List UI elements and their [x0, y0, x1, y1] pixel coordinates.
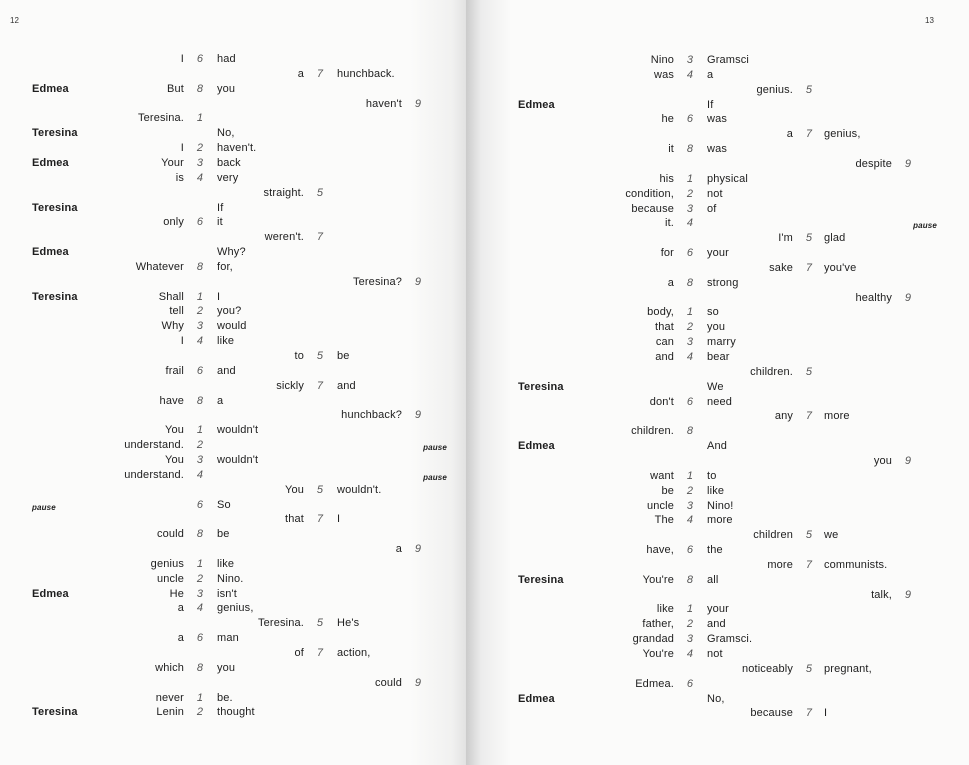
- script-word: not: [707, 648, 723, 660]
- script-word: like: [707, 485, 725, 497]
- script-word: his: [659, 173, 674, 185]
- line-number: 3: [196, 454, 204, 466]
- script-word: never: [155, 692, 184, 704]
- line-number: 2: [196, 573, 204, 585]
- script-word: you: [217, 83, 236, 95]
- line-number: 9: [904, 589, 912, 601]
- script-word: So: [217, 499, 231, 511]
- script-word: the: [707, 544, 723, 556]
- script-word: need: [707, 396, 733, 408]
- line-number: 4: [196, 602, 204, 614]
- line-number: 8: [196, 83, 204, 95]
- script-word: wouldn't.: [337, 484, 382, 496]
- line-number: 3: [196, 588, 204, 600]
- line-number: 6: [686, 113, 694, 125]
- speaker-name: Teresina: [32, 202, 78, 214]
- line-number: 8: [196, 261, 204, 273]
- script-word: physical: [707, 173, 748, 185]
- speaker-name: Teresina: [32, 291, 78, 303]
- script-word: all: [707, 574, 719, 586]
- script-word: to: [707, 470, 717, 482]
- speaker-name: Edmea: [32, 588, 69, 600]
- script-word: be: [217, 528, 230, 540]
- line-number: 6: [686, 544, 694, 556]
- page-number: 12: [10, 16, 19, 25]
- script-word: tell: [169, 305, 184, 317]
- script-word: communists.: [824, 559, 888, 571]
- line-number: 6: [686, 247, 694, 259]
- script-word: was: [653, 69, 674, 81]
- script-word: can: [655, 336, 674, 348]
- script-word: you: [873, 455, 892, 467]
- script-word: that: [655, 321, 674, 333]
- line-number: 8: [686, 277, 694, 289]
- line-number: 7: [316, 647, 324, 659]
- script-word: If: [707, 99, 714, 111]
- script-word: wouldn't: [217, 424, 259, 436]
- script-word: children.: [631, 425, 674, 437]
- script-word: genius,: [217, 602, 254, 614]
- script-word: healthy: [855, 292, 892, 304]
- line-number: 8: [686, 425, 694, 437]
- script-word: that: [285, 513, 304, 525]
- line-number: 7: [805, 707, 813, 719]
- script-word: you?: [217, 305, 242, 317]
- script-word: He: [169, 588, 184, 600]
- line-number: 7: [805, 559, 813, 571]
- script-word: I: [180, 142, 184, 154]
- script-word: thought: [217, 706, 255, 718]
- script-word: glad: [824, 232, 846, 244]
- line-number: 7: [805, 410, 813, 422]
- script-word: straight.: [263, 187, 304, 199]
- line-number: 4: [196, 172, 204, 184]
- script-word: despite: [855, 158, 892, 170]
- script-word: had: [217, 53, 236, 65]
- script-word: I: [217, 291, 221, 303]
- script-word: Teresina?: [352, 276, 402, 288]
- script-word: You: [164, 454, 184, 466]
- script-word: genius: [150, 558, 184, 570]
- script-word: a: [217, 395, 224, 407]
- script-word: not: [707, 188, 723, 200]
- script-word: Shall: [158, 291, 184, 303]
- line-number: 7: [316, 380, 324, 392]
- script-word: we: [824, 529, 839, 541]
- script-word: like: [656, 603, 674, 615]
- script-word: And: [707, 440, 728, 452]
- script-word: talk,: [871, 589, 892, 601]
- line-number: 9: [414, 98, 422, 110]
- line-number: 1: [196, 558, 204, 570]
- script-word: uncle: [156, 573, 184, 585]
- script-word: I'm: [778, 232, 793, 244]
- line-number: 9: [414, 276, 422, 288]
- script-word: If: [217, 202, 224, 214]
- script-word: and: [707, 618, 726, 630]
- line-number: 9: [414, 543, 422, 555]
- script-word: a: [297, 68, 304, 80]
- script-word: for: [660, 247, 674, 259]
- script-word: Why?: [217, 246, 246, 258]
- script-word: action,: [337, 647, 371, 659]
- line-number: 5: [805, 232, 813, 244]
- line-number: 4: [686, 514, 694, 526]
- script-word: No,: [707, 693, 725, 705]
- line-number: 5: [805, 366, 813, 378]
- script-word: was: [707, 143, 728, 155]
- script-word: your: [707, 247, 729, 259]
- script-word: be: [337, 350, 350, 362]
- line-number: 2: [196, 439, 204, 451]
- speaker-name: Edmea: [518, 99, 555, 111]
- script-word: man: [217, 632, 239, 644]
- script-word: your: [707, 603, 729, 615]
- script-word: marry: [707, 336, 736, 348]
- script-word: I: [824, 707, 828, 719]
- script-word: and: [217, 365, 236, 377]
- line-number: 3: [686, 633, 694, 645]
- line-number: 6: [196, 365, 204, 377]
- line-number: 5: [316, 617, 324, 629]
- script-word: hunchback.: [337, 68, 395, 80]
- line-number: 8: [196, 528, 204, 540]
- line-number: 1: [686, 603, 694, 615]
- script-word: he: [661, 113, 674, 125]
- line-number: 7: [316, 231, 324, 243]
- script-word: You're: [642, 648, 674, 660]
- line-number: 2: [686, 618, 694, 630]
- line-number: 5: [316, 350, 324, 362]
- script-word: like: [217, 558, 235, 570]
- script-word: a: [177, 602, 184, 614]
- left-page: [0, 0, 466, 765]
- script-word: of: [294, 647, 304, 659]
- script-word: I: [180, 335, 184, 347]
- script-word: a: [667, 277, 674, 289]
- script-word: be: [661, 485, 674, 497]
- line-number: 8: [196, 395, 204, 407]
- line-number: 2: [686, 188, 694, 200]
- line-number: 9: [904, 158, 912, 170]
- script-word: Teresina.: [138, 112, 184, 124]
- line-number: 6: [196, 53, 204, 65]
- script-word: don't: [649, 396, 674, 408]
- line-number: 4: [196, 335, 204, 347]
- script-word: isn't: [217, 588, 237, 600]
- script-word: Edmea.: [635, 678, 674, 690]
- script-word: Nino!: [707, 500, 734, 512]
- line-number: 3: [196, 157, 204, 169]
- line-number: 2: [686, 485, 694, 497]
- script-word: Lenin: [156, 706, 184, 718]
- script-word: to: [294, 350, 304, 362]
- line-number: 8: [686, 574, 694, 586]
- script-word: Nino.: [217, 573, 244, 585]
- script-word: hunchback?: [341, 409, 402, 421]
- script-word: children.: [750, 366, 793, 378]
- line-number: 5: [316, 187, 324, 199]
- pause-direction: pause: [423, 473, 447, 482]
- script-word: it.: [664, 217, 674, 229]
- line-number: 6: [686, 678, 694, 690]
- script-word: have,: [646, 544, 674, 556]
- script-word: it: [668, 143, 674, 155]
- script-word: which: [155, 662, 184, 674]
- script-word: more: [767, 559, 793, 571]
- speaker-name: Edmea: [518, 440, 555, 452]
- speaker-name: Edmea: [32, 246, 69, 258]
- script-word: could: [156, 528, 184, 540]
- line-number: 4: [686, 351, 694, 363]
- script-word: of: [707, 203, 717, 215]
- line-number: 2: [196, 142, 204, 154]
- script-word: Whatever: [135, 261, 184, 273]
- line-number: 7: [805, 262, 813, 274]
- script-word: Why: [161, 320, 184, 332]
- script-word: is: [175, 172, 184, 184]
- script-word: But: [167, 83, 184, 95]
- script-word: Gramsci.: [707, 633, 753, 645]
- script-word: more: [707, 514, 733, 526]
- script-word: because: [631, 203, 674, 215]
- line-number: 4: [686, 69, 694, 81]
- line-number: 5: [805, 663, 813, 675]
- line-number: 2: [196, 305, 204, 317]
- script-word: The: [654, 514, 674, 526]
- pause-direction: pause: [913, 221, 937, 230]
- line-number: 5: [316, 484, 324, 496]
- script-word: only: [163, 216, 184, 228]
- line-number: 7: [805, 128, 813, 140]
- line-number: 7: [316, 68, 324, 80]
- script-word: He's: [337, 617, 360, 629]
- line-number: 3: [686, 54, 694, 66]
- script-word: want: [650, 470, 674, 482]
- line-number: 4: [686, 648, 694, 660]
- line-number: 4: [196, 469, 204, 481]
- script-word: Teresina.: [258, 617, 304, 629]
- script-word: so: [707, 306, 719, 318]
- script-word: because: [750, 707, 793, 719]
- line-number: 5: [805, 529, 813, 541]
- script-word: strong: [707, 277, 739, 289]
- script-word: body,: [647, 306, 674, 318]
- script-word: would: [217, 320, 247, 332]
- line-number: 6: [196, 499, 204, 511]
- script-word: Your: [161, 157, 184, 169]
- line-number: 9: [414, 409, 422, 421]
- line-number: 5: [805, 84, 813, 96]
- script-word: a: [395, 543, 402, 555]
- speaker-name: Teresina: [32, 706, 78, 718]
- script-word: understand.: [124, 439, 184, 451]
- line-number: 9: [414, 677, 422, 689]
- script-word: I: [180, 53, 184, 65]
- script-word: you: [217, 662, 236, 674]
- script-word: condition,: [625, 188, 674, 200]
- page-number: 13: [925, 16, 934, 25]
- script-word: genius.: [756, 84, 793, 96]
- line-number: 1: [196, 424, 204, 436]
- script-word: pregnant,: [824, 663, 872, 675]
- speaker-name: Teresina: [518, 574, 564, 586]
- script-word: wouldn't: [217, 454, 259, 466]
- script-word: weren't.: [264, 231, 304, 243]
- script-word: a: [786, 128, 793, 140]
- script-word: noticeably: [741, 663, 793, 675]
- script-word: for,: [217, 261, 233, 273]
- script-word: sake: [769, 262, 793, 274]
- script-word: could: [374, 677, 402, 689]
- script-word: bear: [707, 351, 730, 363]
- right-page: [466, 0, 969, 765]
- script-word: a: [707, 69, 714, 81]
- script-word: haven't: [365, 98, 402, 110]
- line-number: 9: [904, 292, 912, 304]
- line-number: 3: [686, 500, 694, 512]
- line-number: 2: [196, 706, 204, 718]
- script-word: very: [217, 172, 239, 184]
- script-word: uncle: [646, 500, 674, 512]
- speaker-name: Edmea: [32, 83, 69, 95]
- pause-direction: pause: [423, 443, 447, 452]
- script-word: grandad: [632, 633, 674, 645]
- script-word: frail: [165, 365, 184, 377]
- script-word: back: [217, 157, 241, 169]
- script-word: father,: [642, 618, 674, 630]
- script-word: you've: [824, 262, 857, 274]
- script-word: Nino: [650, 54, 674, 66]
- speaker-name: Teresina: [518, 381, 564, 393]
- speaker-name: Edmea: [518, 693, 555, 705]
- script-word: it: [217, 216, 223, 228]
- line-number: 8: [686, 143, 694, 155]
- script-word: You're: [642, 574, 674, 586]
- script-word: any: [774, 410, 793, 422]
- script-word: was: [707, 113, 728, 125]
- line-number: 1: [196, 291, 204, 303]
- speaker-name: Edmea: [32, 157, 69, 169]
- script-word: understand.: [124, 469, 184, 481]
- script-word: sickly: [276, 380, 304, 392]
- line-number: 8: [196, 662, 204, 674]
- line-number: 3: [686, 203, 694, 215]
- script-word: genius,: [824, 128, 861, 140]
- script-word: haven't.: [217, 142, 257, 154]
- script-word: You: [284, 484, 304, 496]
- line-number: 9: [904, 455, 912, 467]
- line-number: 2: [686, 321, 694, 333]
- script-word: and: [655, 351, 674, 363]
- script-word: be.: [217, 692, 233, 704]
- script-word: Gramsci: [707, 54, 749, 66]
- line-number: 3: [686, 336, 694, 348]
- line-number: 3: [196, 320, 204, 332]
- script-word: like: [217, 335, 235, 347]
- script-word: have: [159, 395, 184, 407]
- speaker-name: Teresina: [32, 127, 78, 139]
- line-number: 4: [686, 217, 694, 229]
- script-word: you: [707, 321, 726, 333]
- script-word: a: [177, 632, 184, 644]
- script-word: You: [164, 424, 184, 436]
- script-word: more: [824, 410, 850, 422]
- line-number: 1: [196, 112, 204, 124]
- line-number: 6: [686, 396, 694, 408]
- script-word: children: [753, 529, 793, 541]
- line-number: 7: [316, 513, 324, 525]
- script-word: and: [337, 380, 356, 392]
- line-number: 1: [686, 173, 694, 185]
- script-word: No,: [217, 127, 235, 139]
- line-number: 1: [686, 306, 694, 318]
- line-number: 6: [196, 216, 204, 228]
- script-word: We: [707, 381, 724, 393]
- line-number: 1: [196, 692, 204, 704]
- pause-direction: pause: [32, 503, 56, 512]
- line-number: 6: [196, 632, 204, 644]
- script-word: I: [337, 513, 341, 525]
- line-number: 1: [686, 470, 694, 482]
